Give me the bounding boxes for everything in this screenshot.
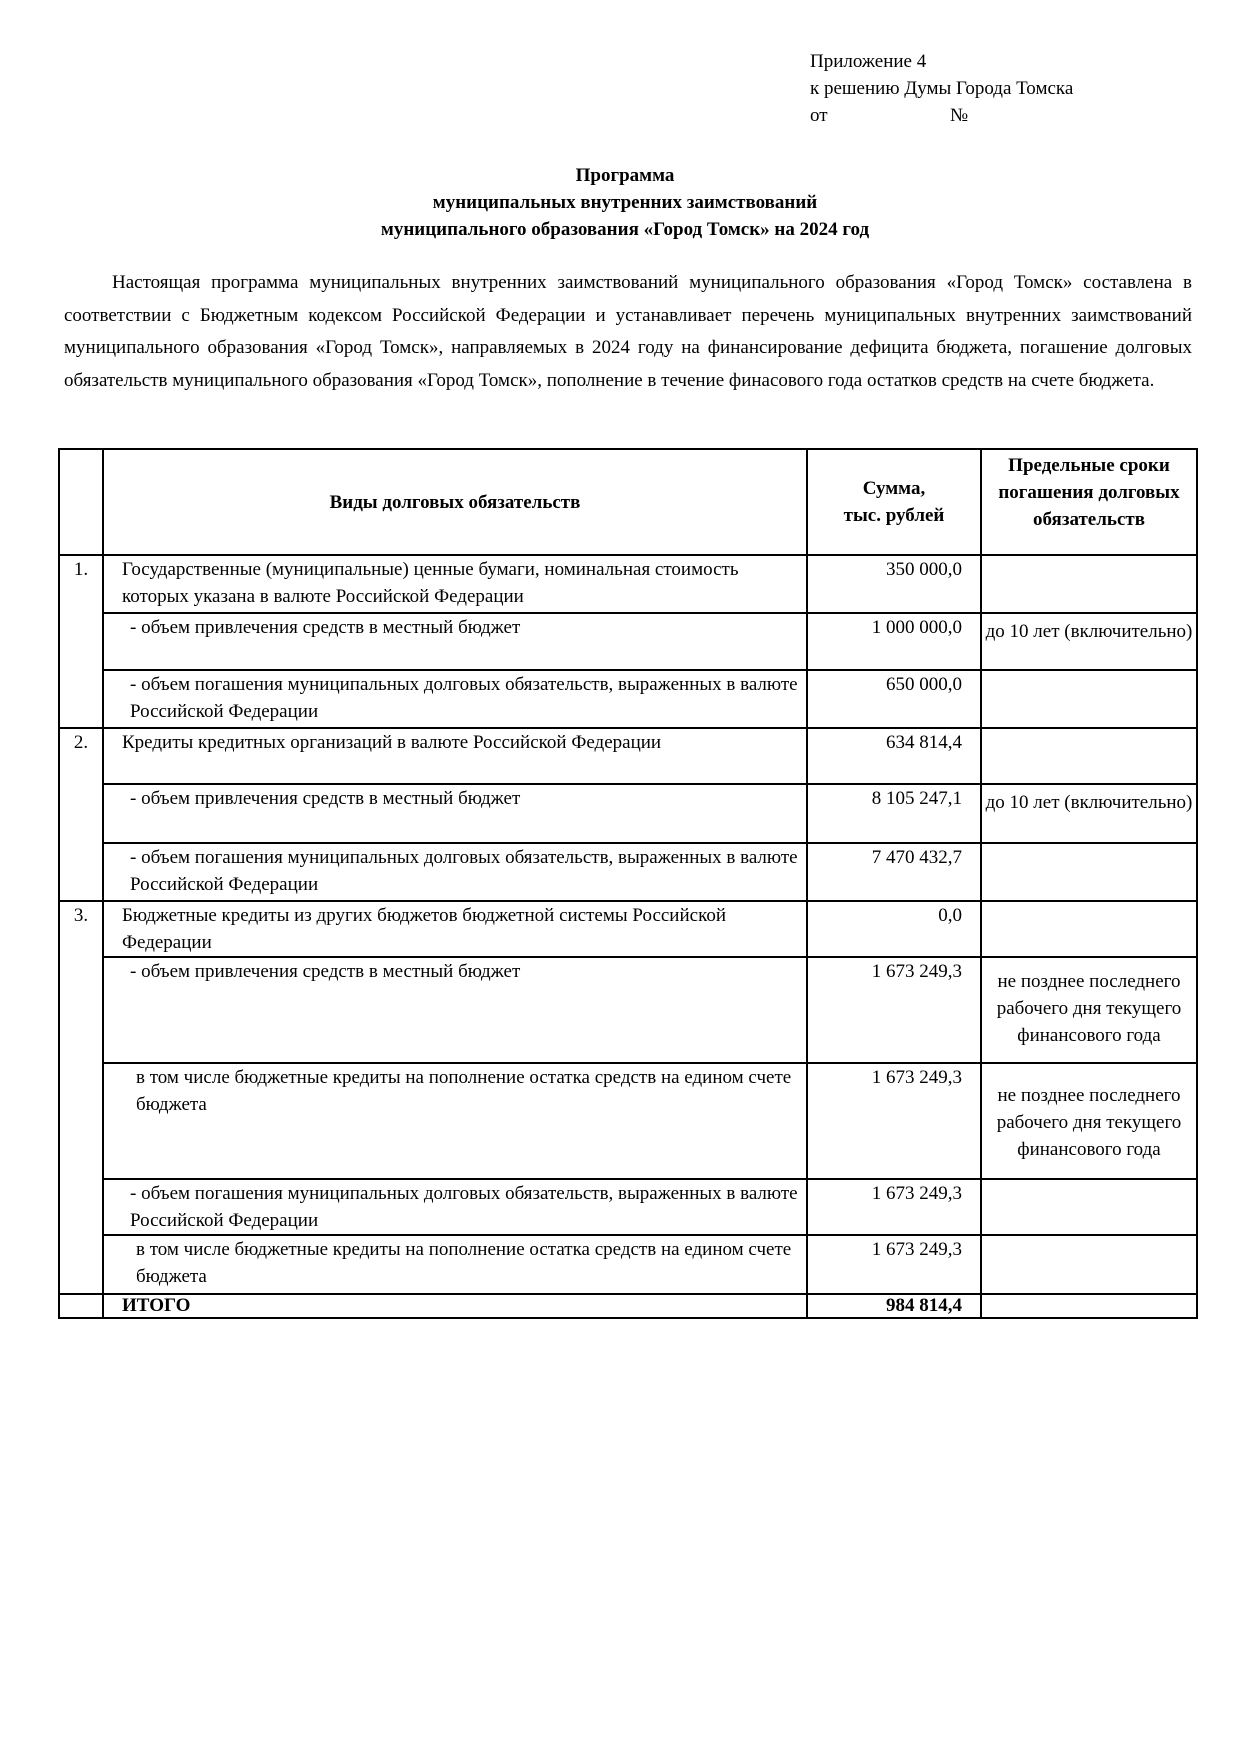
row-term-text: не позднее последнего рабочего дня текущего финансового года bbox=[996, 1085, 1182, 1160]
row-num bbox=[59, 613, 103, 670]
row-term bbox=[981, 843, 1197, 901]
date-label: от bbox=[810, 105, 828, 126]
row-name: - объем привлечения средств в местный бюджет bbox=[103, 784, 807, 843]
row-name: - объем привлечения средств в местный бюджет bbox=[103, 957, 807, 1063]
document-title bbox=[0, 162, 1240, 243]
intro-paragraph: Настоящая программа муниципальных внутренних заимствований муниципального образования «Город Томск» составлена в соответствии с Бюджетным кодексом Российской Федерации и устанавливает перечень муниципальных внутренних заимствований муниципального образования «Город Томск», направляемых в 2024 году на финансирование дефицита бюджета, погашение долговых обязательств муниципального образования «Город Томск», пополнение в течение финасового года остатков средств на счете бюджета. bbox=[64, 272, 1192, 391]
row-term bbox=[981, 901, 1197, 957]
table-row bbox=[59, 1235, 1197, 1294]
row-sum: 1 000 000,0 bbox=[807, 613, 981, 670]
title-line-2: муниципальных внутренних заимствований bbox=[432, 192, 818, 213]
row-term bbox=[981, 784, 1197, 843]
row-term bbox=[981, 555, 1197, 613]
row-sum: 0,0 bbox=[807, 901, 981, 957]
row-name: - объем погашения муниципальных долговых обязательств, выраженных в валюте Российской Федерации bbox=[103, 1179, 807, 1235]
table-row bbox=[59, 1063, 1197, 1179]
row-num: 1. bbox=[59, 555, 103, 613]
row-name: - объем погашения муниципальных долговых обязательств, выраженных в валюте Российской Федерации bbox=[103, 670, 807, 728]
table-row bbox=[59, 1179, 1197, 1235]
row-num bbox=[59, 1179, 103, 1235]
row-num bbox=[59, 1235, 103, 1294]
table-row bbox=[59, 613, 1197, 670]
total-num bbox=[59, 1294, 103, 1318]
total-sum: 984 814,4 bbox=[807, 1294, 981, 1318]
row-term bbox=[981, 670, 1197, 728]
row-term bbox=[981, 1179, 1197, 1235]
row-num: 2. bbox=[59, 728, 103, 784]
table-row bbox=[59, 957, 1197, 1063]
header-sum-line-2: тыс. рублей bbox=[843, 505, 945, 526]
row-sum: 650 000,0 bbox=[807, 670, 981, 728]
row-num bbox=[59, 670, 103, 728]
row-sum: 1 673 249,3 bbox=[807, 1235, 981, 1294]
row-term-text: не позднее последнего рабочего дня текущего финансового года bbox=[996, 971, 1182, 1046]
row-name: Государственные (муниципальные) ценные бумаги, номинальная стоимость которых указана в валюте Российской Федерации bbox=[103, 555, 807, 613]
total-label: ИТОГО bbox=[103, 1294, 807, 1318]
header-sum-line-1: Сумма, bbox=[862, 478, 926, 499]
row-term bbox=[981, 1235, 1197, 1294]
appendix-line-1: Приложение 4 bbox=[810, 51, 927, 72]
table-header-row bbox=[59, 449, 1197, 555]
row-term bbox=[981, 1063, 1197, 1179]
table-row bbox=[59, 728, 1197, 784]
row-name: в том числе бюджетные кредиты на пополнение остатка средств на едином счете бюджета bbox=[103, 1235, 807, 1294]
row-num bbox=[59, 784, 103, 843]
row-sum: 8 105 247,1 bbox=[807, 784, 981, 843]
header-sum bbox=[807, 449, 981, 555]
table-row bbox=[59, 843, 1197, 901]
row-num bbox=[59, 1063, 103, 1179]
table-row bbox=[59, 901, 1197, 957]
appendix-line-2: к решению Думы Города Томска bbox=[810, 78, 1074, 99]
table-row bbox=[59, 784, 1197, 843]
title-line-1: Программа bbox=[575, 165, 675, 186]
row-sum: 1 673 249,3 bbox=[807, 957, 981, 1063]
row-term bbox=[981, 728, 1197, 784]
row-sum: 350 000,0 bbox=[807, 555, 981, 613]
row-term-text: до 10 лет (включительно) bbox=[985, 792, 1193, 813]
appendix-date-line bbox=[810, 102, 1073, 129]
row-sum: 7 470 432,7 bbox=[807, 843, 981, 901]
row-term bbox=[981, 613, 1197, 670]
row-sum: 634 814,4 bbox=[807, 728, 981, 784]
row-num: 3. bbox=[59, 901, 103, 957]
borrowings-table bbox=[58, 448, 1198, 1319]
row-num bbox=[59, 957, 103, 1063]
table-row bbox=[59, 670, 1197, 728]
table-row bbox=[59, 555, 1197, 613]
row-sum: 1 673 249,3 bbox=[807, 1063, 981, 1179]
header-name: Виды долговых обязательств bbox=[103, 449, 807, 555]
total-row bbox=[59, 1294, 1197, 1318]
row-name: - объем привлечения средств в местный бюджет bbox=[103, 613, 807, 670]
row-sum: 1 673 249,3 bbox=[807, 1179, 981, 1235]
appendix-block bbox=[810, 48, 1073, 129]
total-term bbox=[981, 1294, 1197, 1318]
title-line-3: муниципального образования «Город Томск» на 2024 год bbox=[380, 219, 870, 240]
row-term bbox=[981, 957, 1197, 1063]
header-num bbox=[59, 449, 103, 555]
row-name: в том числе бюджетные кредиты на пополнение остатка средств на едином счете бюджета bbox=[103, 1063, 807, 1179]
header-term: Предельные сроки погашения долговых обязательств bbox=[981, 449, 1197, 555]
row-name: Бюджетные кредиты из других бюджетов бюджетной системы Российской Федерации bbox=[103, 901, 807, 957]
row-num bbox=[59, 843, 103, 901]
row-name: Кредиты кредитных организаций в валюте Российской Федерации bbox=[103, 728, 807, 784]
row-term-text: до 10 лет (включительно) bbox=[985, 621, 1193, 642]
number-label: № bbox=[950, 105, 969, 126]
row-name: - объем погашения муниципальных долговых обязательств, выраженных в валюте Российской Федерации bbox=[103, 843, 807, 901]
